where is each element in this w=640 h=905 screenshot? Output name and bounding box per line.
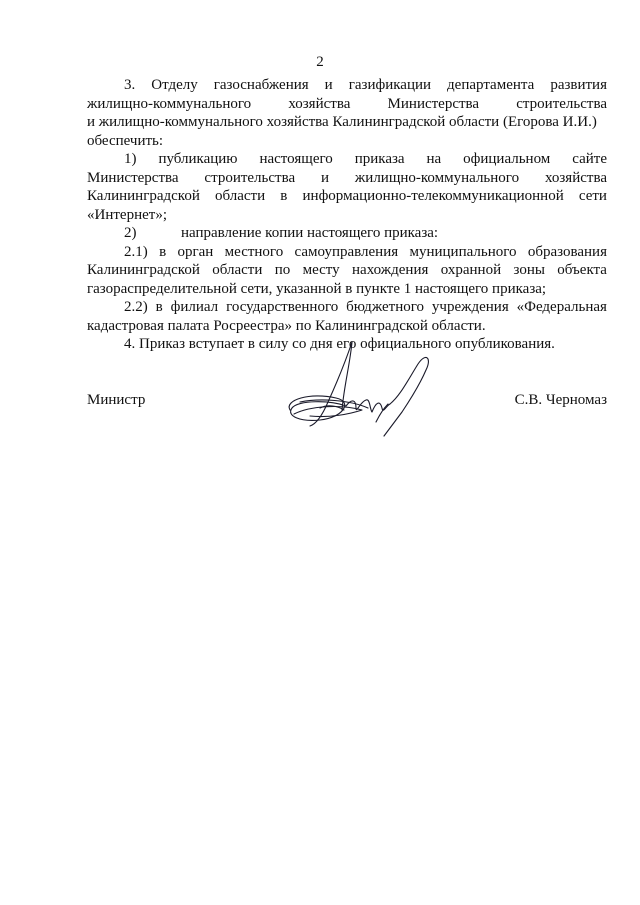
signer-title: Министр	[87, 392, 146, 408]
word: области	[215, 188, 266, 204]
word: и	[324, 77, 333, 93]
word: строительства	[516, 95, 607, 112]
word: настоящего	[259, 151, 333, 167]
word: официальном	[463, 151, 551, 167]
word: области	[212, 262, 263, 278]
item21-line3: газораспределительной сети, указанной в пункте 1 настоящего приказа;	[87, 280, 547, 297]
word: объекта	[557, 262, 607, 278]
word: развития	[550, 77, 607, 93]
word: «Федеральная	[516, 299, 607, 315]
item22-line1	[87, 298, 607, 317]
word: и	[321, 169, 330, 186]
para3-line3: и жилищно-коммунального хозяйства Калининградской области (Егорова И.И.)	[87, 114, 597, 130]
word: жилищно-коммунального	[87, 95, 252, 112]
word: нахождения	[352, 262, 429, 278]
signer-name: С.В. Черномаз	[514, 392, 607, 408]
item22-line2: кадастровая палата Росреестра» по Калининградской области.	[87, 317, 486, 334]
para4-line: 4. Приказ вступает в силу со дня его официального опубликования.	[124, 336, 555, 352]
word: хозяйства	[288, 95, 351, 112]
word: охранной	[440, 262, 502, 278]
word: на	[426, 151, 442, 167]
word: в	[159, 243, 167, 260]
word: орган	[177, 243, 214, 260]
para3-line1	[87, 76, 607, 95]
word: Калининградской	[87, 188, 200, 204]
page-number: 2	[316, 54, 324, 70]
item1-line4: «Интернет»;	[87, 206, 167, 223]
word: месту	[302, 262, 340, 278]
word: хозяйства	[544, 169, 607, 186]
document-body	[87, 76, 607, 354]
word: самоуправления	[294, 243, 399, 260]
item1-line1	[87, 150, 607, 169]
word: 3.	[124, 77, 136, 93]
word: муниципального	[409, 243, 517, 260]
word: сети	[578, 188, 607, 204]
word: бюджетного	[346, 299, 425, 315]
word: газоснабжения	[213, 77, 309, 93]
word: департамента	[447, 77, 535, 93]
item1-line3	[87, 187, 607, 206]
word: информационно-телекоммуникационной	[302, 188, 564, 204]
word: газификации	[348, 77, 432, 93]
word: приказа	[354, 151, 405, 167]
word: местного	[224, 243, 284, 260]
item21-line1	[87, 243, 607, 262]
item21-line2	[87, 261, 607, 280]
word: 2.2)	[124, 299, 148, 315]
word: Министерства	[87, 169, 179, 186]
word: сайте	[572, 151, 607, 167]
item-number: 1)	[124, 151, 137, 167]
word: 2.1)	[124, 243, 148, 260]
item2-line	[87, 224, 607, 243]
word: зоны	[513, 262, 545, 278]
item-number: 2)	[124, 225, 137, 241]
para3-line4: обеспечить:	[87, 132, 164, 149]
word: образования	[527, 243, 607, 260]
word: строительства	[204, 169, 296, 186]
word: в	[280, 188, 288, 204]
word: жилищно-коммунального	[354, 169, 520, 186]
word: учреждения	[431, 299, 509, 315]
word: в	[155, 299, 163, 315]
word: Калининградской	[87, 262, 200, 278]
item2-text: направление копии настоящего приказа:	[181, 225, 439, 241]
word: филиал	[170, 299, 219, 315]
word: Отделу	[151, 77, 198, 93]
para3-line2	[87, 95, 607, 114]
item1-line2	[87, 169, 607, 188]
word: по	[274, 262, 291, 278]
word: Министерства	[387, 95, 480, 112]
word: государственного	[226, 299, 339, 315]
signature-block	[87, 392, 607, 412]
word: публикацию	[158, 151, 238, 167]
